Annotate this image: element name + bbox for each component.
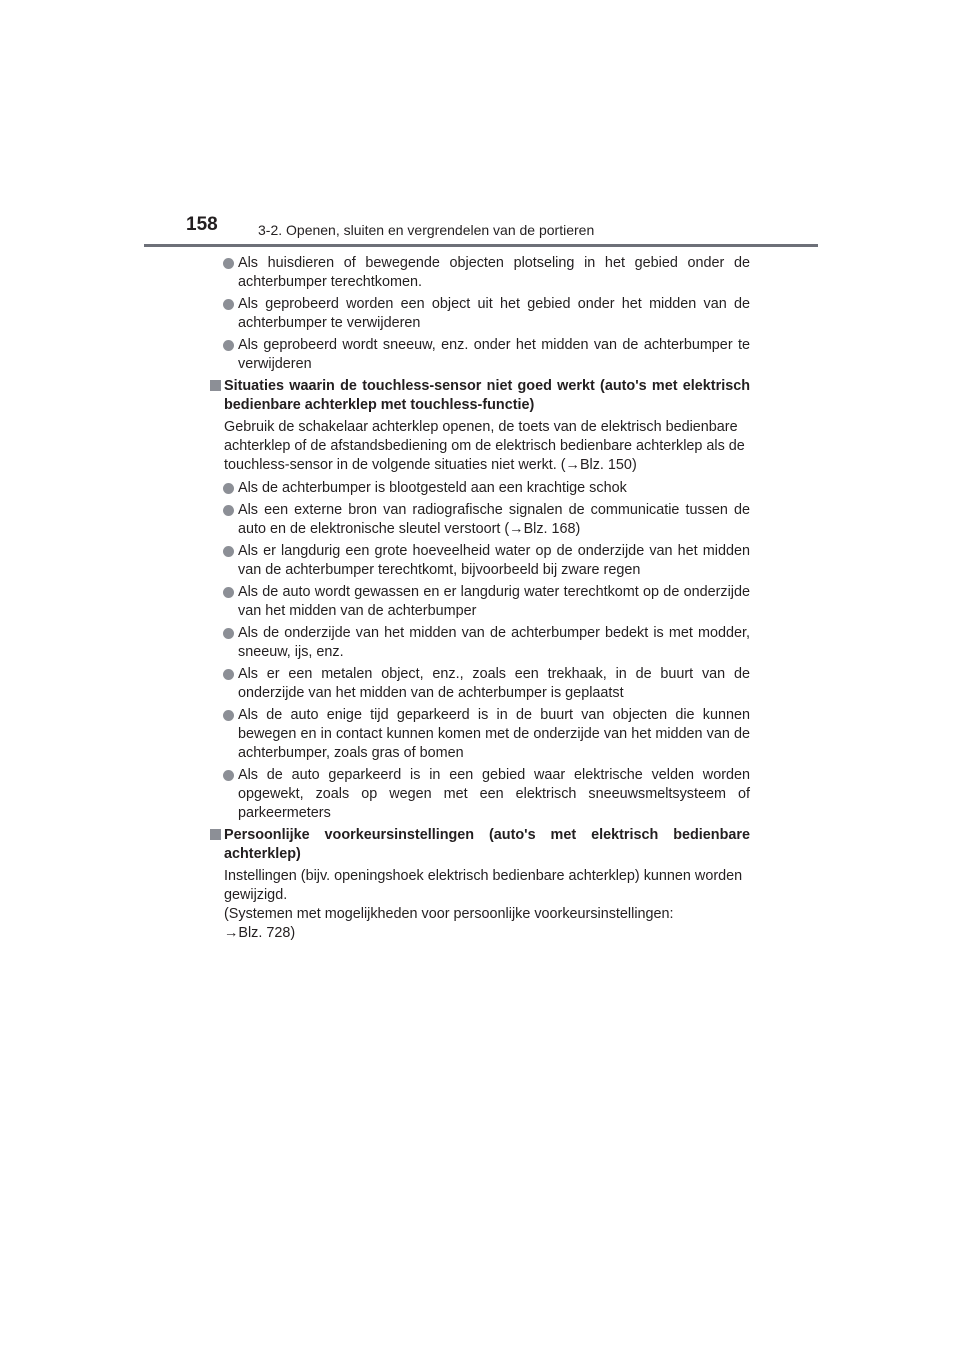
section-square-icon <box>210 380 221 391</box>
bullet-text: Als er langdurig een grote hoeveelheid water op de onderzijde van het midden van de achterbumper terechtkomt, bijvoorbeeld bij zware regen <box>238 543 750 578</box>
section-touchless-sensor <box>210 377 750 415</box>
chapter-title: 3-2. Openen, sluiten en vergrendelen van de portieren <box>258 222 595 238</box>
bullet-icon <box>223 546 234 557</box>
bullet-item <box>210 295 750 333</box>
bullet-text: Als geprobeerd wordt sneeuw, enz. onder het midden van de achterbumper te verwijderen <box>238 337 750 372</box>
bullet-item <box>210 479 750 498</box>
page-reference: →Blz. 728) <box>224 925 296 941</box>
bullet-icon <box>223 340 234 351</box>
bullet-text: Als er een metalen object, enz., zoals een trekhaak, in de buurt van de onderzijde van het midden van de achterbumper is geplaatst <box>238 666 750 701</box>
bullet-icon <box>223 587 234 598</box>
section-square-icon <box>210 829 221 840</box>
bullet-text: Als de auto wordt gewassen en er langdurig water terechtkomt op de onderzijde van het midden van de achterbumper <box>238 584 750 619</box>
bullet-icon <box>223 299 234 310</box>
bullet-item <box>210 583 750 621</box>
bullet-item <box>210 501 750 539</box>
section-body <box>210 867 750 943</box>
section-body-text: (Systemen met mogelijkheden voor persoonlijke voorkeursinstellingen: <box>224 906 674 922</box>
header-divider <box>144 244 818 247</box>
bullet-item <box>210 254 750 292</box>
bullet-icon <box>223 483 234 494</box>
bullet-text: Als een externe bron van radiografische signalen de communicatie tussen de auto en de elektronische sleutel verstoort (→Blz. 168) <box>238 502 750 537</box>
page-number: 158 <box>186 214 218 235</box>
bullet-text: Als huisdieren of bewegende objecten plotseling in het gebied onder de achterbumper terechtkomen. <box>238 255 750 290</box>
bullet-text: Als de auto geparkeerd is in een gebied waar elektrische velden worden opgewekt, zoals op wegen met een elektrisch sneeuwsmeltsysteem of parkeermeters <box>238 767 750 821</box>
bullet-text: Als geprobeerd worden een object uit het gebied onder het midden van de achterbumper te verwijderen <box>238 296 750 331</box>
section-body-text: Instellingen (bijv. openingshoek elektrisch bedienbare achterklep) kunnen worden gewijzigd. <box>224 868 743 903</box>
section-body-text: Gebruik de schakelaar achterklep openen, de toets van de elektrisch bedienbare achterklep of de afstandsbediening om de elektrisch bedienbare achterklep als de touchless-sensor in de volgende situaties niet werkt. (→Blz. 150) <box>224 419 745 473</box>
bullet-icon <box>223 669 234 680</box>
bullet-item <box>210 624 750 662</box>
section-heading: Persoonlijke voorkeursinstellingen (auto's met elektrisch bedienbare achterklep) <box>224 827 750 862</box>
bullet-text: Als de achterbumper is blootgesteld aan een krachtige schok <box>238 480 627 496</box>
bullet-item <box>210 336 750 374</box>
bullet-icon <box>223 710 234 721</box>
section-personal-settings <box>210 826 750 864</box>
bullet-item <box>210 766 750 823</box>
bullet-item <box>210 665 750 703</box>
bullet-icon <box>223 258 234 269</box>
section-heading: Situaties waarin de touchless-sensor niet goed werkt (auto's met elektrisch bedienbare achterklep met touchless-functie) <box>224 378 750 413</box>
bullet-item <box>210 542 750 580</box>
page-content <box>210 254 750 947</box>
bullet-text: Als de onderzijde van het midden van de achterbumper bedekt is met modder, sneeuw, ijs, enz. <box>238 625 750 660</box>
bullet-item <box>210 706 750 763</box>
bullet-icon <box>223 770 234 781</box>
section-body <box>210 418 750 475</box>
bullet-icon <box>223 628 234 639</box>
bullet-text: Als de auto enige tijd geparkeerd is in de buurt van objecten die kunnen bewegen en in contact kunnen komen met de onderzijde van het midden van de achterbumper, zoals gras of bomen <box>238 707 750 761</box>
bullet-icon <box>223 505 234 516</box>
